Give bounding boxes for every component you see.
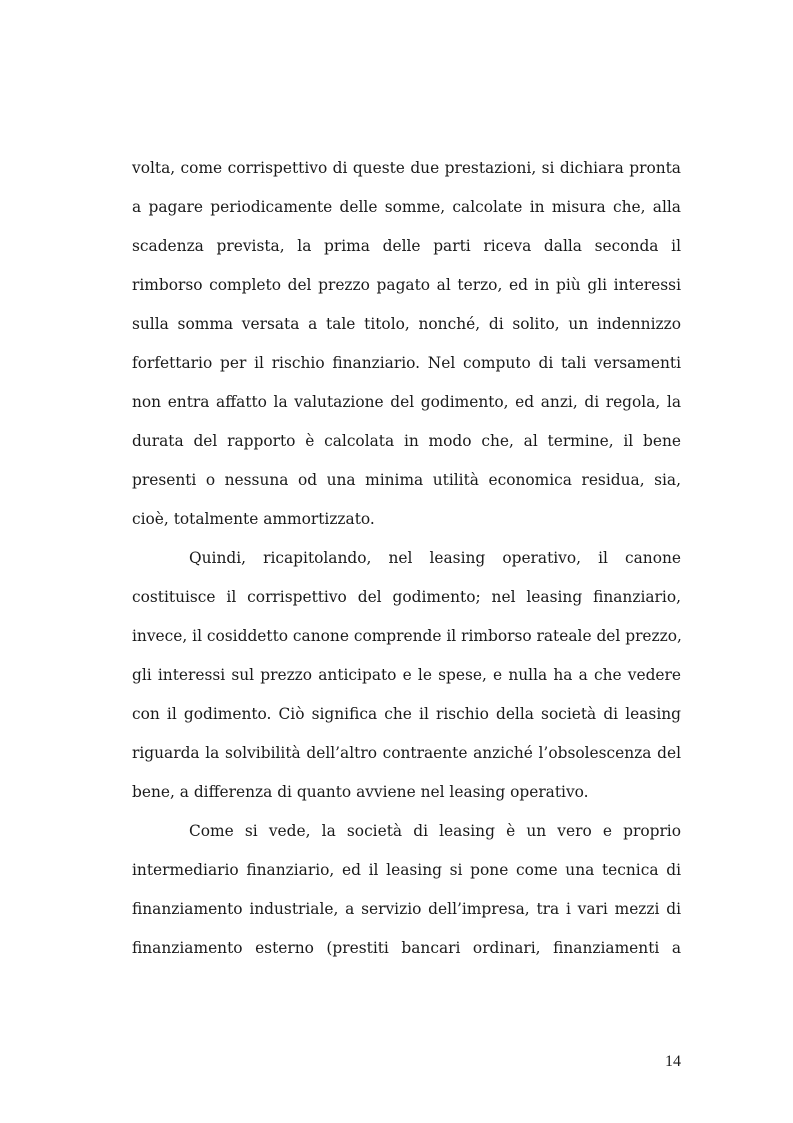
text-line: sulla somma versata a tale titolo, nonché, di solito, un indennizzo: [132, 315, 681, 333]
body-text: [132, 153, 681, 972]
text-line: invece, il cosiddetto canone comprende il rimborso rateale del prezzo,: [132, 627, 682, 645]
text-line: finanziamento industriale, a servizio dell’impresa, tra i vari mezzi di: [132, 900, 681, 918]
text-line: Quindi, ricapitolando, nel leasing operativo, il canone: [189, 549, 681, 567]
text-line: intermediario finanziario, ed il leasing si pone come una tecnica di: [132, 861, 681, 879]
text-line: presenti o nessuna od una minima utilità economica residua, sia,: [132, 471, 681, 489]
text-line: a pagare periodicamente delle somme, calcolate in misura che, alla: [132, 198, 681, 216]
text-line: scadenza prevista, la prima delle parti riceva dalla seconda il: [132, 237, 681, 255]
text-line: rimborso completo del prezzo pagato al terzo, ed in più gli interessi: [132, 276, 681, 294]
text-line: con il godimento. Ciò significa che il rischio della società di leasing: [132, 705, 681, 723]
text-line: costituisce il corrispettivo del godimento; nel leasing finanziario,: [132, 588, 681, 606]
text-line: durata del rapporto è calcolata in modo che, al termine, il bene: [132, 432, 681, 450]
text-line: bene, a differenza di quanto avviene nel leasing operativo.: [132, 783, 589, 801]
text-line: non entra affatto la valutazione del godimento, ed anzi, di regola, la: [132, 393, 681, 411]
text-line: forfettario per il rischio finanziario. Nel computo di tali versamenti: [132, 354, 681, 372]
text-line: volta, come corrispettivo di queste due prestazioni, si dichiara pronta: [132, 159, 681, 177]
text-line: Come si vede, la società di leasing è un vero e proprio: [189, 822, 681, 840]
text-line: gli interessi sul prezzo anticipato e le spese, e nulla ha a che vedere: [132, 666, 681, 684]
text-line: finanziamento esterno (prestiti bancari ordinari, finanziamenti a: [132, 939, 681, 957]
page-number: 14: [665, 1053, 681, 1070]
text-line: cioè, totalmente ammortizzato.: [132, 510, 375, 528]
text-line: riguarda la solvibilità dell’altro contraente anziché l’obsolescenza del: [132, 744, 681, 762]
